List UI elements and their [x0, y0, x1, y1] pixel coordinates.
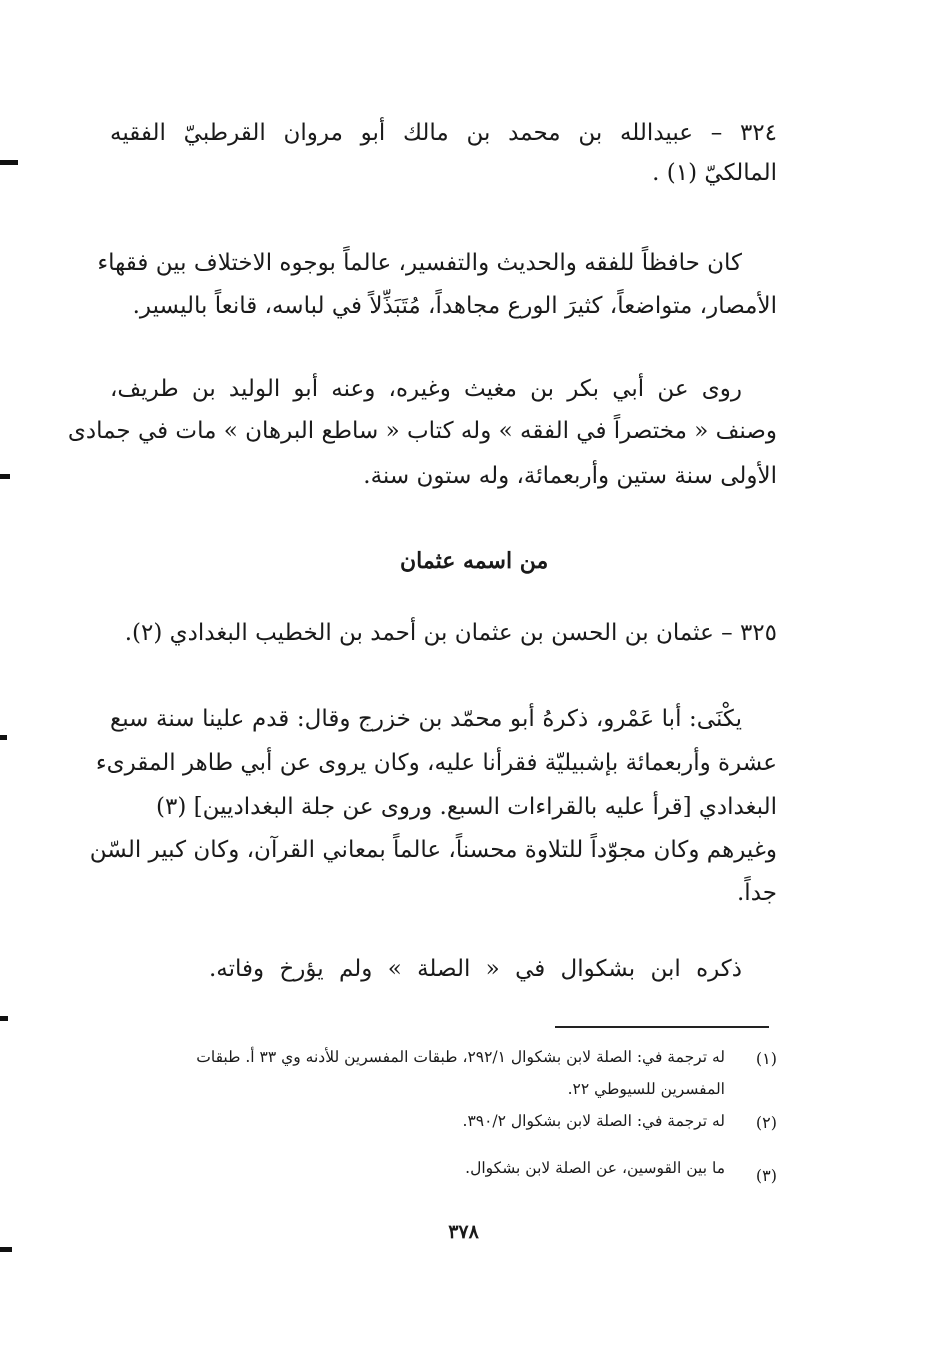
paragraph-3-line-5: جداً.: [737, 880, 777, 906]
footnote-1-line-1: له ترجمة في: الصلة لابن بشكوال ٢٩٢/١، طبقات المفسرين للأدنه وي ٣٣ أ. طبقات: [196, 1048, 725, 1066]
paragraph-3-line-2: عشرة وأربعمائة بإشبيليّة فقرأنا عليه، وكان يروى عن أبي طاهر المقرىء: [95, 750, 777, 776]
scan-edge-mark: [0, 1016, 8, 1021]
paragraph-2-line-2: وصنف « مختصراً في الفقه » وله كتاب « ساطع البرهان » مات في جمادى: [67, 418, 777, 444]
entry-324-title-line-2: المالكيّ (١) .: [652, 160, 777, 186]
page-number: ٣٧٨: [448, 1221, 479, 1243]
paragraph-2-line-3: الأولى سنة ستين وأربعمائة، وله ستون سنة.: [363, 463, 777, 489]
footnote-2-number: (٢): [755, 1113, 777, 1132]
paragraph-1-line-2: الأمصار، متواضعاً، كثيرَ الورع مجاهداً، مُتَبَذِّلاً في لباسه، قانعاً باليسير.: [132, 293, 777, 319]
scan-edge-mark: [0, 735, 7, 740]
footnote-1-number: (١): [755, 1049, 777, 1068]
footnote-1-line-2: المفسرين للسيوطي ٢٢.: [567, 1080, 725, 1098]
entry-324-title-line-1: ٣٢٤ – عبيدالله بن محمد بن مالك أبو مروان القرطبيّ الفقيه: [110, 120, 777, 146]
scan-edge-mark: [0, 474, 10, 479]
paragraph-1-line-1: كان حافظاً للفقه والحديث والتفسير، عالماً بوجوه الاختلاف بين فقهاء: [97, 250, 742, 276]
paragraph-3-line-3: البغدادي [قرأ عليه بالقراءات السبع. وروى عن جلة البغداديين] (٣): [156, 794, 777, 820]
paragraph-2-line-1: روى عن أبي بكر بن مغيث وغيره، وعنه أبو الوليد بن طريف،: [110, 376, 742, 402]
entry-325-title: ٣٢٥ – عثمان بن الحسن بن عثمان بن أحمد بن الخطيب البغدادي (٢).: [124, 620, 777, 646]
scan-edge-mark: [0, 1247, 12, 1252]
footnote-2-line-1: له ترجمة في: الصلة لابن بشكوال ٣٩٠/٢.: [462, 1112, 725, 1130]
footnote-3-number: (٣): [755, 1166, 777, 1185]
section-heading: من اسمه عثمان: [400, 548, 549, 574]
footnote-3-line-1: ما بين القوسين، عن الصلة لابن بشكوال.: [465, 1159, 725, 1177]
paragraph-4-line-1: ذكره ابن بشكوال في « الصلة » ولم يؤرخ وفاته.: [208, 956, 742, 982]
paragraph-3-line-1: يكْنَى: أبا عَمْرو، ذكرهُ أبو محمّد بن خزرج وقال: قدم علينا سنة سبع: [110, 706, 742, 732]
paragraph-3-line-4: وغيرهم وكان مجوّداً للتلاوة محسناً، عالماً بمعاني القرآن، وكان كبير السّن: [89, 837, 777, 863]
footnote-separator: [555, 1026, 769, 1028]
scan-edge-mark: [0, 160, 18, 165]
